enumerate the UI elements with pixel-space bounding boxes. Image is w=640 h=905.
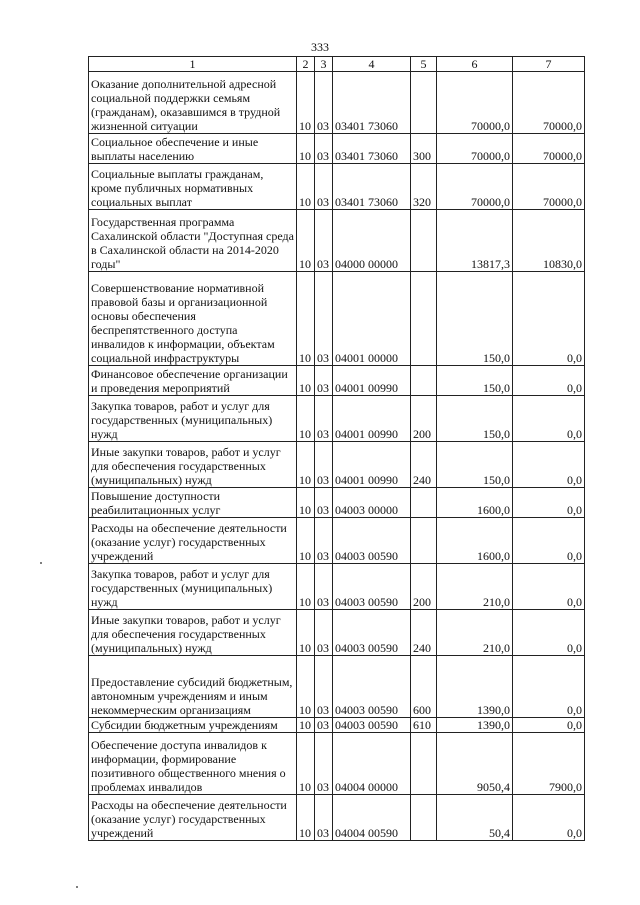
row-target-article-code: 04001 00990	[333, 396, 411, 442]
row-amount-col7: 10830,0	[513, 210, 585, 272]
row-amount-col6: 150,0	[437, 442, 513, 488]
row-amount-col7: 0,0	[513, 396, 585, 442]
table-row	[89, 610, 585, 656]
table-row	[89, 488, 585, 518]
row-amount-col6: 210,0	[437, 610, 513, 656]
row-name-cell: Расходы на обеспечение деятельности (оказание услуг) государственных учреждений	[89, 795, 297, 841]
row-subsection-code: 03	[315, 72, 333, 134]
row-amount-col6: 150,0	[437, 272, 513, 366]
row-expense-type-code	[411, 733, 437, 795]
row-section-code: 10	[297, 795, 315, 841]
row-target-article-code: 04003 00590	[333, 656, 411, 718]
row-section-code: 10	[297, 396, 315, 442]
row-target-article-code: 04001 00000	[333, 272, 411, 366]
row-expense-type-code	[411, 72, 437, 134]
row-name-cell: Иные закупки товаров, работ и услуг для обеспечения государственных (муниципальных) нужд	[89, 610, 297, 656]
row-target-article-code: 04003 00590	[333, 718, 411, 733]
row-subsection-code: 03	[315, 488, 333, 518]
row-amount-col6: 1390,0	[437, 656, 513, 718]
row-subsection-code: 03	[315, 656, 333, 718]
row-target-article-code: 04004 00000	[333, 733, 411, 795]
row-subsection-code: 03	[315, 272, 333, 366]
table-row	[89, 733, 585, 795]
row-amount-col7: 0,0	[513, 518, 585, 564]
row-amount-col7: 70000,0	[513, 164, 585, 210]
table-row	[89, 134, 585, 164]
row-name-cell: Обеспечение доступа инвалидов к информации, формирование позитивного общественного мнения о проблемах инвалидов	[89, 733, 297, 795]
row-amount-col6: 50,4	[437, 795, 513, 841]
row-target-article-code: 03401 73060	[333, 134, 411, 164]
row-amount-col6: 70000,0	[437, 72, 513, 134]
row-expense-type-code: 240	[411, 442, 437, 488]
row-expense-type-code: 200	[411, 564, 437, 610]
row-subsection-code: 03	[315, 733, 333, 795]
row-name-cell: Социальные выплаты гражданам, кроме публичных нормативных социальных выплат	[89, 164, 297, 210]
row-section-code: 10	[297, 134, 315, 164]
table-row	[89, 366, 585, 396]
page-number: 333	[311, 40, 329, 54]
row-expense-type-code: 610	[411, 718, 437, 733]
row-target-article-code: 04003 00000	[333, 488, 411, 518]
row-subsection-code: 03	[315, 366, 333, 396]
row-expense-type-code: 600	[411, 656, 437, 718]
row-amount-col6: 70000,0	[437, 134, 513, 164]
row-subsection-code: 03	[315, 210, 333, 272]
row-name-cell: Закупка товаров, работ и услуг для государственных (муниципальных) нужд	[89, 396, 297, 442]
row-amount-col7: 7900,0	[513, 733, 585, 795]
row-section-code: 10	[297, 442, 315, 488]
row-amount-col7: 0,0	[513, 718, 585, 733]
row-name-cell: Расходы на обеспечение деятельности (оказание услуг) государственных учреждений	[89, 518, 297, 564]
row-subsection-code: 03	[315, 442, 333, 488]
row-target-article-code: 04003 00590	[333, 610, 411, 656]
row-name-cell: Совершенствование нормативной правовой базы и организационной основы обеспечения беспрепятственного доступа инвалидов к информации, объектам социальной инфраструктуры	[89, 272, 297, 366]
table-row	[89, 272, 585, 366]
row-section-code: 10	[297, 718, 315, 733]
row-name-cell: Оказание дополнительной адресной социальной поддержки семьям (гражданам), оказавшимся в трудной жизненной ситуации	[89, 72, 297, 134]
row-amount-col6: 70000,0	[437, 164, 513, 210]
row-expense-type-code: 320	[411, 164, 437, 210]
row-expense-type-code	[411, 272, 437, 366]
row-name-cell: Социальное обеспечение и иные выплаты населению	[89, 134, 297, 164]
row-amount-col6: 1600,0	[437, 488, 513, 518]
row-name-cell: Финансовое обеспечение организации и проведения мероприятий	[89, 366, 297, 396]
row-name-cell: Повышение доступности реабилитационных услуг	[89, 488, 297, 518]
row-section-code: 10	[297, 272, 315, 366]
row-section-code: 10	[297, 488, 315, 518]
table-row	[89, 656, 585, 718]
row-amount-col7: 70000,0	[513, 134, 585, 164]
row-subsection-code: 03	[315, 396, 333, 442]
row-amount-col6: 9050,4	[437, 733, 513, 795]
row-target-article-code: 04001 00990	[333, 366, 411, 396]
row-section-code: 10	[297, 656, 315, 718]
row-subsection-code: 03	[315, 610, 333, 656]
column-header: 5	[411, 57, 437, 72]
row-target-article-code: 04004 00590	[333, 795, 411, 841]
row-amount-col6: 1600,0	[437, 518, 513, 564]
row-target-article-code: 03401 73060	[333, 164, 411, 210]
row-expense-type-code	[411, 488, 437, 518]
row-target-article-code: 04003 00590	[333, 518, 411, 564]
row-name-cell: Предоставление субсидий бюджетным, автономным учреждениям и иным некоммерческим организациям	[89, 656, 297, 718]
row-amount-col7: 0,0	[513, 488, 585, 518]
row-section-code: 10	[297, 72, 315, 134]
scan-speck	[40, 562, 42, 564]
column-header: 6	[437, 57, 513, 72]
row-section-code: 10	[297, 564, 315, 610]
table-row	[89, 210, 585, 272]
row-expense-type-code	[411, 210, 437, 272]
column-header: 1	[89, 57, 297, 72]
budget-table	[88, 56, 585, 841]
table-row	[89, 72, 585, 134]
row-target-article-code: 04003 00590	[333, 564, 411, 610]
row-amount-col7: 0,0	[513, 610, 585, 656]
row-amount-col7: 70000,0	[513, 72, 585, 134]
row-expense-type-code	[411, 518, 437, 564]
row-amount-col7: 0,0	[513, 795, 585, 841]
row-subsection-code: 03	[315, 134, 333, 164]
row-section-code: 10	[297, 733, 315, 795]
table-row	[89, 564, 585, 610]
column-header: 7	[513, 57, 585, 72]
row-section-code: 10	[297, 164, 315, 210]
column-header: 4	[333, 57, 411, 72]
table-row	[89, 518, 585, 564]
row-target-article-code: 04000 00000	[333, 210, 411, 272]
table-row	[89, 718, 585, 733]
row-expense-type-code: 200	[411, 396, 437, 442]
row-section-code: 10	[297, 210, 315, 272]
table-header-row	[89, 57, 585, 72]
table-row	[89, 442, 585, 488]
table-row	[89, 164, 585, 210]
row-subsection-code: 03	[315, 795, 333, 841]
row-amount-col7: 0,0	[513, 442, 585, 488]
row-amount-col7: 0,0	[513, 564, 585, 610]
row-expense-type-code	[411, 366, 437, 396]
row-section-code: 10	[297, 518, 315, 564]
row-amount-col6: 150,0	[437, 366, 513, 396]
row-amount-col7: 0,0	[513, 366, 585, 396]
row-amount-col7: 0,0	[513, 656, 585, 718]
row-expense-type-code	[411, 795, 437, 841]
row-amount-col6: 13817,3	[437, 210, 513, 272]
scan-speck	[76, 886, 78, 888]
row-amount-col6: 1390,0	[437, 718, 513, 733]
row-subsection-code: 03	[315, 718, 333, 733]
row-subsection-code: 03	[315, 518, 333, 564]
row-section-code: 10	[297, 366, 315, 396]
row-name-cell: Государственная программа Сахалинской области "Доступная среда в Сахалинской области на 2014-2020 годы"	[89, 210, 297, 272]
row-section-code: 10	[297, 610, 315, 656]
row-amount-col6: 210,0	[437, 564, 513, 610]
row-target-article-code: 04001 00990	[333, 442, 411, 488]
row-name-cell: Субсидии бюджетным учреждениям	[89, 718, 297, 733]
row-expense-type-code: 240	[411, 610, 437, 656]
column-header: 2	[297, 57, 315, 72]
table-row	[89, 795, 585, 841]
column-header: 3	[315, 57, 333, 72]
row-subsection-code: 03	[315, 564, 333, 610]
row-name-cell: Закупка товаров, работ и услуг для государственных (муниципальных) нужд	[89, 564, 297, 610]
row-name-cell: Иные закупки товаров, работ и услуг для обеспечения государственных (муниципальных) нужд	[89, 442, 297, 488]
row-amount-col7: 0,0	[513, 272, 585, 366]
row-subsection-code: 03	[315, 164, 333, 210]
row-amount-col6: 150,0	[437, 396, 513, 442]
row-target-article-code: 03401 73060	[333, 72, 411, 134]
row-expense-type-code: 300	[411, 134, 437, 164]
table-row	[89, 396, 585, 442]
